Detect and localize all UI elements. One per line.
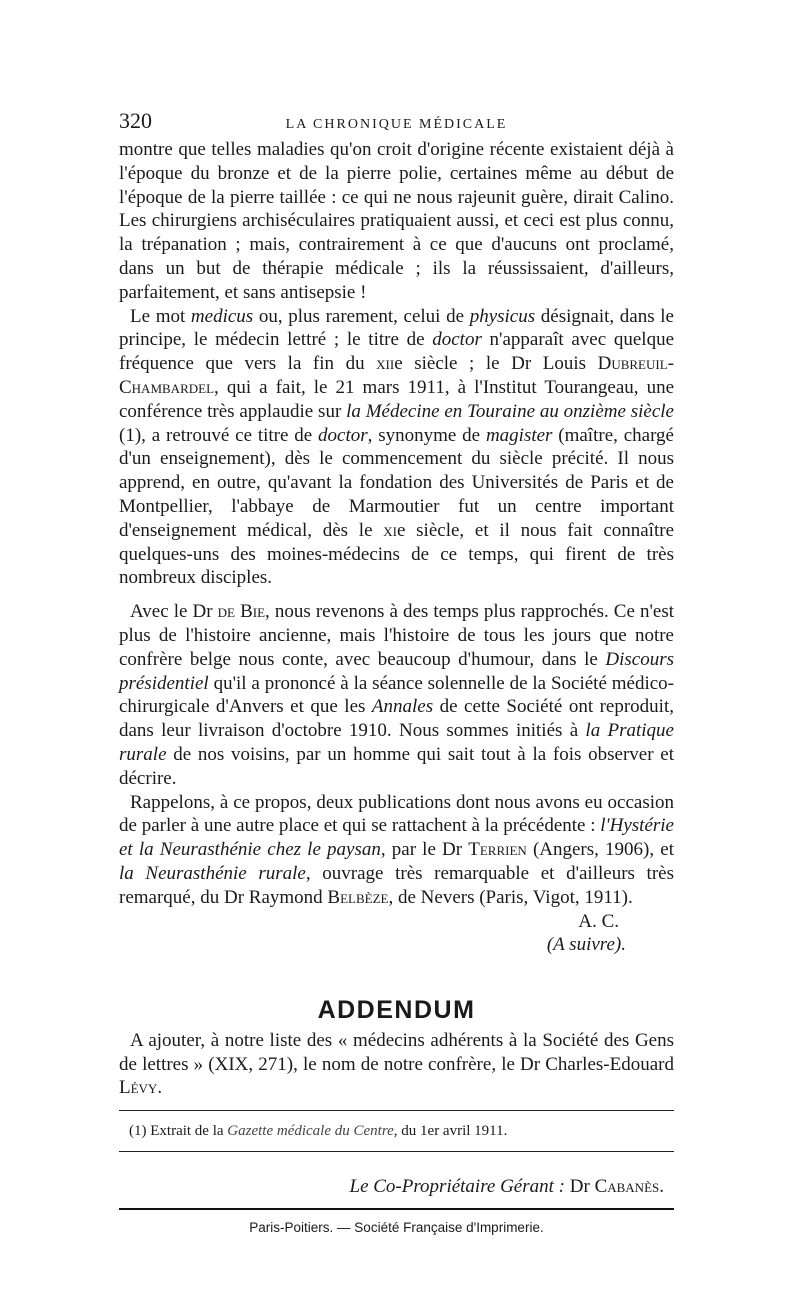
- page: [119, 108, 674, 1235]
- imprint-divider: [119, 1208, 674, 1210]
- publisher-signature: Le Co-Propriétaire Gérant : Dr Cabanès.: [349, 1176, 664, 1198]
- addendum-heading: ADDENDUM: [317, 996, 476, 1025]
- addendum-paragraph: A ajouter, à notre liste des « médecins adhérents à la Société des Gens de lettres » (XIX, 271), le nom de notre confrère, le Dr Charles-Edouard Lévy.: [119, 1029, 674, 1099]
- footnote-divider: [119, 1110, 674, 1111]
- footnote-bottom-divider: [119, 1151, 674, 1152]
- paragraph-1: montre que telles maladies qu'on croit d'origine récente existaient déjà à l'époque du bronze et de la pierre polie, certaines même au début de l'époque de la pierre taillée : ce qui ne nous rajeunit guère, dirait Calino. Les chirurgiens archiséculaires pratiquaient aussi, et ceci est plus connu, la trépanation ; mais, contrairement à ce que d'aucuns ont proclamé, dans un but de thérapie médicale ; ils la réussissaient, d'ailleurs, parfaitement, et sans antisepsie !: [119, 139, 674, 303]
- paragraph-3: Avec le Dr de Bie, nous revenons à des temps plus rapprochés. Ce n'est plus de l'histoire ancienne, mais l'histoire de tous les jours que notre confrère belge nous conte, avec beaucoup d'humour, dans le Discours présidentiel qu'il a prononcé à la séance solennelle de la Société médico-chirurgicale d'Anvers et que les Annales de cette Société ont reproduit, dans leur livraison d'octobre 1910. Nous sommes initiés à la Pratique rurale de nos voisins, par un homme qui sait tout à la fois observer et décrire.: [119, 601, 674, 789]
- running-title: LA CHRONIQUE MÉDICALE: [285, 117, 508, 132]
- author-signature: A. C.: [578, 910, 619, 932]
- footnote: (1) Extrait de la Gazette médicale du Centre, du 1er avril 1911.: [129, 1123, 508, 1140]
- paragraph-4: Rappelons, à ce propos, deux publications dont nous avons eu occasion de parler à une autre place et qui se rattachent à la précédente : l'Hystérie et la Neurasthénie chez le paysan, par le Dr Terrien (Angers, 1906), et la Neurasthénie rurale, ouvrage très remarquable et d'ailleurs très remarqué, du Dr Raymond Belbèze, de Nevers (Paris, Vigot, 1911).: [119, 791, 674, 908]
- page-number: 320: [119, 108, 152, 133]
- paragraph-2: Le mot medicus ou, plus rarement, celui de physicus désignait, dans le principe, le médecin lettré ; le titre de doctor n'apparaît avec quelque fréquence que vers la fin du xiie siècle ; le Dr Louis Dubreuil-Chambardel, qui a fait, le 21 mars 1911, à l'Institut Tourangeau, une conférence très applaudie sur la Médecine en Touraine au onzième siècle (1), a retrouvé ce titre de doctor, synonyme de magister (maître, chargé d'un enseignement), dès le commencement du siècle précité. Il nous apprend, en outre, qu'avant la fondation des Universités de Paris et de Montpellier, l'abbaye de Marmoutier fut un centre important d'enseignement médical, dès le xie siècle, et il nous fait connaître quelques-uns des moines-médecins de ce temps, qui firent de très nombreux disciples.: [119, 305, 674, 589]
- page-header: [119, 108, 674, 138]
- article-body: [119, 138, 674, 1100]
- to-be-continued: (A suivre).: [546, 934, 626, 956]
- printer-imprint: Paris-Poitiers. — Société Française d'Imprimerie.: [249, 1220, 544, 1236]
